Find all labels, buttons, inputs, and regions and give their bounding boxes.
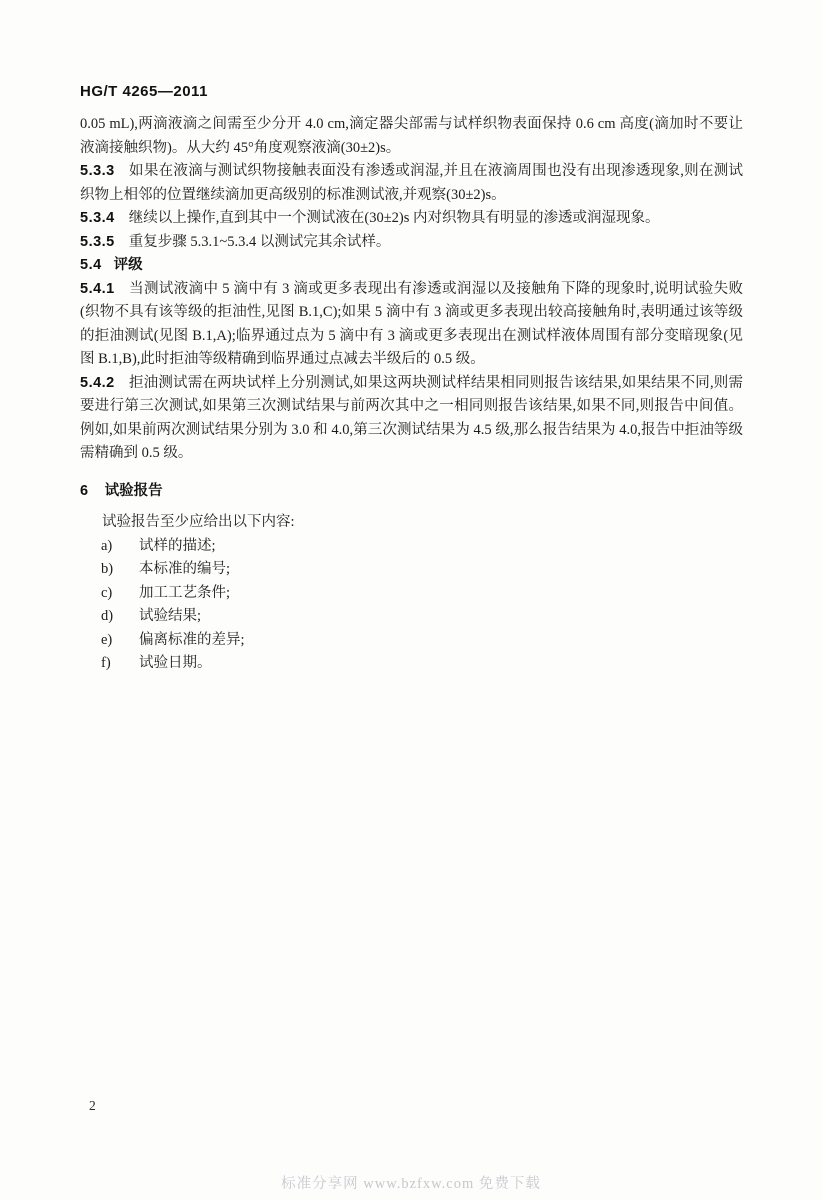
heading-5-4 <box>80 254 743 278</box>
standard-number-header: HG/T 4265—2011 <box>80 83 208 100</box>
paragraph-continuation <box>80 113 743 160</box>
list-item-d <box>80 605 743 629</box>
list-item-a <box>80 535 743 559</box>
list-item-text: 试验结果; <box>139 608 202 624</box>
section-number: 5.3.3 <box>80 163 115 179</box>
document-body <box>80 113 743 676</box>
paragraph-text: 继续以上操作,直到其中一个测试液在(30±2)s 内对织物具有明显的渗透或润湿现象。 <box>128 210 660 226</box>
paragraph-5-3-4 <box>80 207 743 231</box>
section-number: 6 <box>80 482 89 499</box>
section-number: 5.3.5 <box>80 233 115 250</box>
list-item-c <box>80 582 743 606</box>
list-item-text: 试验日期。 <box>139 655 212 671</box>
paragraph-text: 拒油测试需在两块试样上分别测试,如果这两块测试样结果相同则报告该结果,如果结果不同,则需要进行第三次测试,如果第三次测试结果与前两次其中之一相同则报告该结果,如果不同,则报告中间值。例如,如果前两次测试结果分别为 3.0 和 4.0,第三次测试结果为 4.5 级,那么报告结果为 4.0,报告中拒油等级需精确到 0.5 级。 <box>80 374 743 461</box>
watermark-text: 标准分享网 www.bzfxw.com 免费下载 <box>281 1176 541 1192</box>
list-item-text: 试样的描述; <box>139 537 216 554</box>
section-number: 5.3.4 <box>80 210 115 226</box>
list-item-label: f) <box>101 655 111 671</box>
section-number: 5.4.1 <box>80 280 115 297</box>
paragraph-5-3-3 <box>80 160 743 207</box>
list-item-label: b) <box>101 561 114 577</box>
heading-6 <box>80 480 743 504</box>
paragraph-text: 0.05 mL),两滴液滴之间需至少分开 4.0 cm,滴定器尖部需与试样织物表面保持 0.6 cm 高度(滴加时不要让液滴接触织物)。从大约 45°角度观察液滴(30±2)s。 <box>80 116 743 156</box>
page-number: 2 <box>89 1098 96 1113</box>
list-item-text: 本标准的编号; <box>139 561 231 577</box>
list-item-b <box>80 558 743 582</box>
list-item-label: e) <box>101 631 113 648</box>
paragraph-5-3-5 <box>80 231 743 255</box>
list-item-e <box>80 629 743 653</box>
paragraph-text: 重复步骤 5.3.1~5.3.4 以测试完其余试样。 <box>128 233 391 250</box>
paragraph-5-4-1 <box>80 278 743 372</box>
paragraph-text: 当测试液滴中 5 滴中有 3 滴或更多表现出有渗透或润湿以及接触角下降的现象时,说明试验失败(织物不具有该等级的拒油性,见图 B.1,C);如果 5 滴中有 3 滴或更多表现出较高接触角时,表明通过该等级的拒油测试(见图 B.1,A);临界通过点为 5 滴中有 3 滴或更多表现出在测试样液体周围有部分变暗现象(见图 B.1,B),此时拒油等级精确到临界通过点减去半级后的 0.5 级。 <box>80 280 743 367</box>
paragraph-text: 如果在液滴与测试织物接触表面没有渗透或润湿,并且在液滴周围也没有出现渗透现象,则在测试织物上相邻的位置继续滴加更高级别的标准测试液,并观察(30±2)s。 <box>80 163 743 203</box>
report-intro: 试验报告至少应给出以下内容: <box>102 514 295 530</box>
list-item-label: a) <box>101 537 113 554</box>
report-items-list <box>80 535 743 676</box>
heading-text: 试验报告 <box>104 482 163 499</box>
list-item-text: 偏离标准的差异; <box>139 631 245 648</box>
list-item-label: c) <box>101 584 113 601</box>
paragraph-5-4-2 <box>80 372 743 466</box>
list-item-f <box>80 652 743 676</box>
section-number: 5.4 <box>80 257 102 273</box>
list-item-text: 加工工艺条件; <box>139 584 231 601</box>
section-6-report <box>80 480 743 676</box>
section-number: 5.4.2 <box>80 374 115 391</box>
heading-text: 评级 <box>113 257 143 273</box>
list-item-label: d) <box>101 608 114 624</box>
